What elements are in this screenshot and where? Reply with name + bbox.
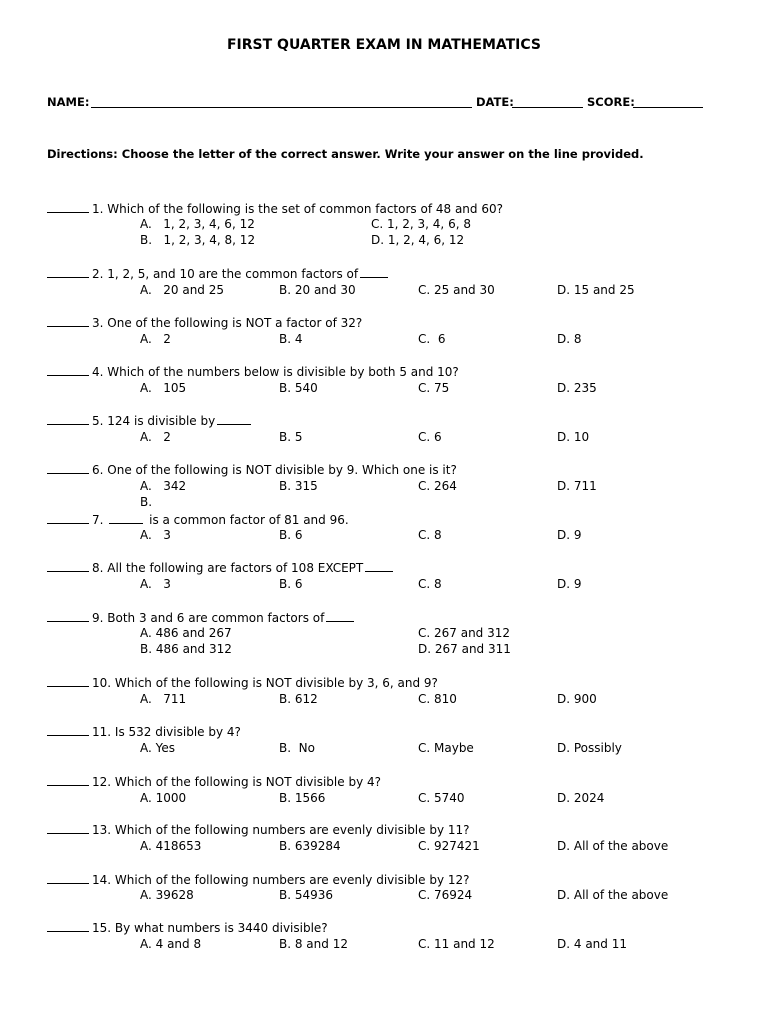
answer-line[interactable] — [47, 822, 89, 834]
question-text: 1. Which of the following is the set of common factors of 48 and 60? — [92, 202, 503, 216]
option-c: C. 267 and 312 — [418, 626, 511, 640]
page-title: FIRST QUARTER EXAM IN MATHEMATICS — [226, 37, 541, 53]
option-a: A. 20 and 25 — [140, 283, 224, 297]
question-text: is a common factor of 81 and 96. — [149, 513, 349, 527]
option-c: C. 11 and 12 — [418, 937, 495, 951]
question-text: 11. Is 532 divisible by 4? — [92, 725, 241, 739]
option-d: D. 8 — [557, 332, 582, 346]
name-label: NAME: — [47, 95, 90, 109]
option-c: C. 264 — [418, 479, 457, 493]
directions: Directions: Choose the letter of the correct answer. Write your answer on the line provided. — [47, 147, 644, 161]
option-d: D. 4 and 11 — [557, 937, 627, 951]
question-12 — [47, 774, 381, 789]
option-b: B. 315 — [279, 479, 318, 493]
option-c: C. 75 — [418, 381, 450, 395]
question-text: 12. Which of the following is NOT divisible by 4? — [92, 775, 381, 789]
option-d: D. 711 — [557, 479, 597, 493]
date-line[interactable] — [512, 107, 583, 108]
question-15 — [47, 920, 328, 935]
option-b: B. 1566 — [279, 791, 326, 805]
question-9 — [47, 610, 356, 625]
option-b: B. No — [279, 741, 315, 755]
question-11 — [47, 724, 241, 739]
question-13 — [47, 822, 470, 837]
option-a: A. 4 and 8 — [140, 937, 202, 951]
option-d: D. Possibly — [557, 741, 622, 755]
option-d: D. 9 — [557, 577, 582, 591]
option-c: C. 6 — [418, 332, 446, 346]
option-c: C. 1, 2, 3, 4, 6, 8 — [371, 217, 471, 231]
option-b: B. 54936 — [279, 888, 334, 902]
option-c: C. 5740 — [418, 791, 465, 805]
question-text: 8. All the following are factors of 108 EXCEPT — [92, 561, 364, 575]
question-text: 6. One of the following is NOT divisible by 9. Which one is it? — [92, 463, 457, 477]
option-d: D. 10 — [557, 430, 590, 444]
score-label: SCORE: — [587, 95, 635, 109]
question-text: 2. 1, 2, 5, and 10 are the common factors of — [92, 267, 359, 281]
option-c: C. 76924 — [418, 888, 473, 902]
question-number: 7. — [92, 513, 104, 527]
option-a: A. 2 — [140, 430, 171, 444]
question-14 — [47, 872, 470, 887]
option-c: C. 927421 — [418, 839, 480, 853]
option-b: B. 1, 2, 3, 4, 8, 12 — [140, 233, 256, 247]
option-a: A. 105 — [140, 381, 187, 395]
option-a: A. 418653 — [140, 839, 202, 853]
answer-line[interactable] — [47, 920, 89, 932]
option-d: D. 2024 — [557, 791, 605, 805]
option-c: C. 8 — [418, 528, 442, 542]
option-a: A. 3 — [140, 528, 171, 542]
option-a: A. 342 — [140, 479, 187, 493]
question-text: 13. Which of the following numbers are evenly divisible by 11? — [92, 823, 470, 837]
answer-line[interactable] — [47, 315, 89, 327]
option-b: B. 486 and 312 — [140, 642, 232, 656]
answer-line[interactable] — [47, 610, 89, 622]
option-a: A. 1, 2, 3, 4, 6, 12 — [140, 217, 255, 231]
option-a: A. 39628 — [140, 888, 194, 902]
question-5 — [47, 413, 253, 428]
answer-line[interactable] — [47, 512, 89, 524]
question-3 — [47, 315, 362, 330]
question-text: 5. 124 is divisible by — [92, 414, 216, 428]
score-line[interactable] — [633, 107, 703, 108]
option-d: D. 9 — [557, 528, 582, 542]
option-d: D. 235 — [557, 381, 597, 395]
question-text: 15. By what numbers is 3440 divisible? — [92, 921, 328, 935]
answer-line[interactable] — [47, 266, 89, 278]
fill-in-blank — [326, 610, 354, 622]
fill-in-blank — [360, 266, 388, 278]
option-c: C. 8 — [418, 577, 442, 591]
stray-option-label: B. — [140, 495, 153, 509]
question-7 — [47, 512, 349, 527]
answer-line[interactable] — [47, 560, 89, 572]
option-b: B. 6 — [279, 528, 303, 542]
option-a: A. 1000 — [140, 791, 187, 805]
question-10 — [47, 675, 438, 690]
answer-line[interactable] — [47, 413, 89, 425]
option-b: B. 5 — [279, 430, 303, 444]
option-b: B. 540 — [279, 381, 318, 395]
option-c: C. 25 and 30 — [418, 283, 495, 297]
answer-line[interactable] — [47, 675, 89, 687]
answer-line[interactable] — [47, 724, 89, 736]
question-8 — [47, 560, 395, 575]
option-a: A. 486 and 267 — [140, 626, 232, 640]
option-c: C. 810 — [418, 692, 457, 706]
option-b: B. 612 — [279, 692, 318, 706]
answer-line[interactable] — [47, 774, 89, 786]
option-c: C. 6 — [418, 430, 442, 444]
question-text: 9. Both 3 and 6 are common factors of — [92, 611, 325, 625]
question-text: 4. Which of the numbers below is divisible by both 5 and 10? — [92, 365, 459, 379]
question-text: 3. One of the following is NOT a factor of 32? — [92, 316, 363, 330]
option-c: C. Maybe — [418, 741, 474, 755]
option-d: D. 15 and 25 — [557, 283, 635, 297]
answer-line[interactable] — [47, 462, 89, 474]
question-2 — [47, 266, 390, 281]
option-d: D. 1, 2, 4, 6, 12 — [371, 233, 465, 247]
answer-line[interactable] — [47, 201, 89, 213]
option-b: B. 639284 — [279, 839, 341, 853]
answer-line[interactable] — [47, 872, 89, 884]
option-b: B. 6 — [279, 577, 303, 591]
option-d: D. 900 — [557, 692, 597, 706]
fill-in-blank — [109, 512, 143, 524]
option-b: B. 20 and 30 — [279, 283, 356, 297]
question-text: 10. Which of the following is NOT divisible by 3, 6, and 9? — [92, 676, 438, 690]
option-d: D. All of the above — [557, 888, 669, 902]
question-1 — [47, 201, 503, 216]
option-b: B. 4 — [279, 332, 303, 346]
question-4 — [47, 364, 459, 379]
name-line[interactable] — [91, 107, 472, 108]
option-a: A. 711 — [140, 692, 187, 706]
question-text: 14. Which of the following numbers are evenly divisible by 12? — [92, 873, 470, 887]
question-6 — [47, 462, 457, 477]
option-b: B. 8 and 12 — [279, 937, 348, 951]
option-d: D. All of the above — [557, 839, 669, 853]
option-d: D. 267 and 311 — [418, 642, 511, 656]
date-label: DATE: — [476, 95, 514, 109]
fill-in-blank — [217, 413, 251, 425]
answer-line[interactable] — [47, 364, 89, 376]
option-a: A. 2 — [140, 332, 171, 346]
fill-in-blank — [365, 560, 393, 572]
option-a: A. Yes — [140, 741, 175, 755]
option-a: A. 3 — [140, 577, 171, 591]
